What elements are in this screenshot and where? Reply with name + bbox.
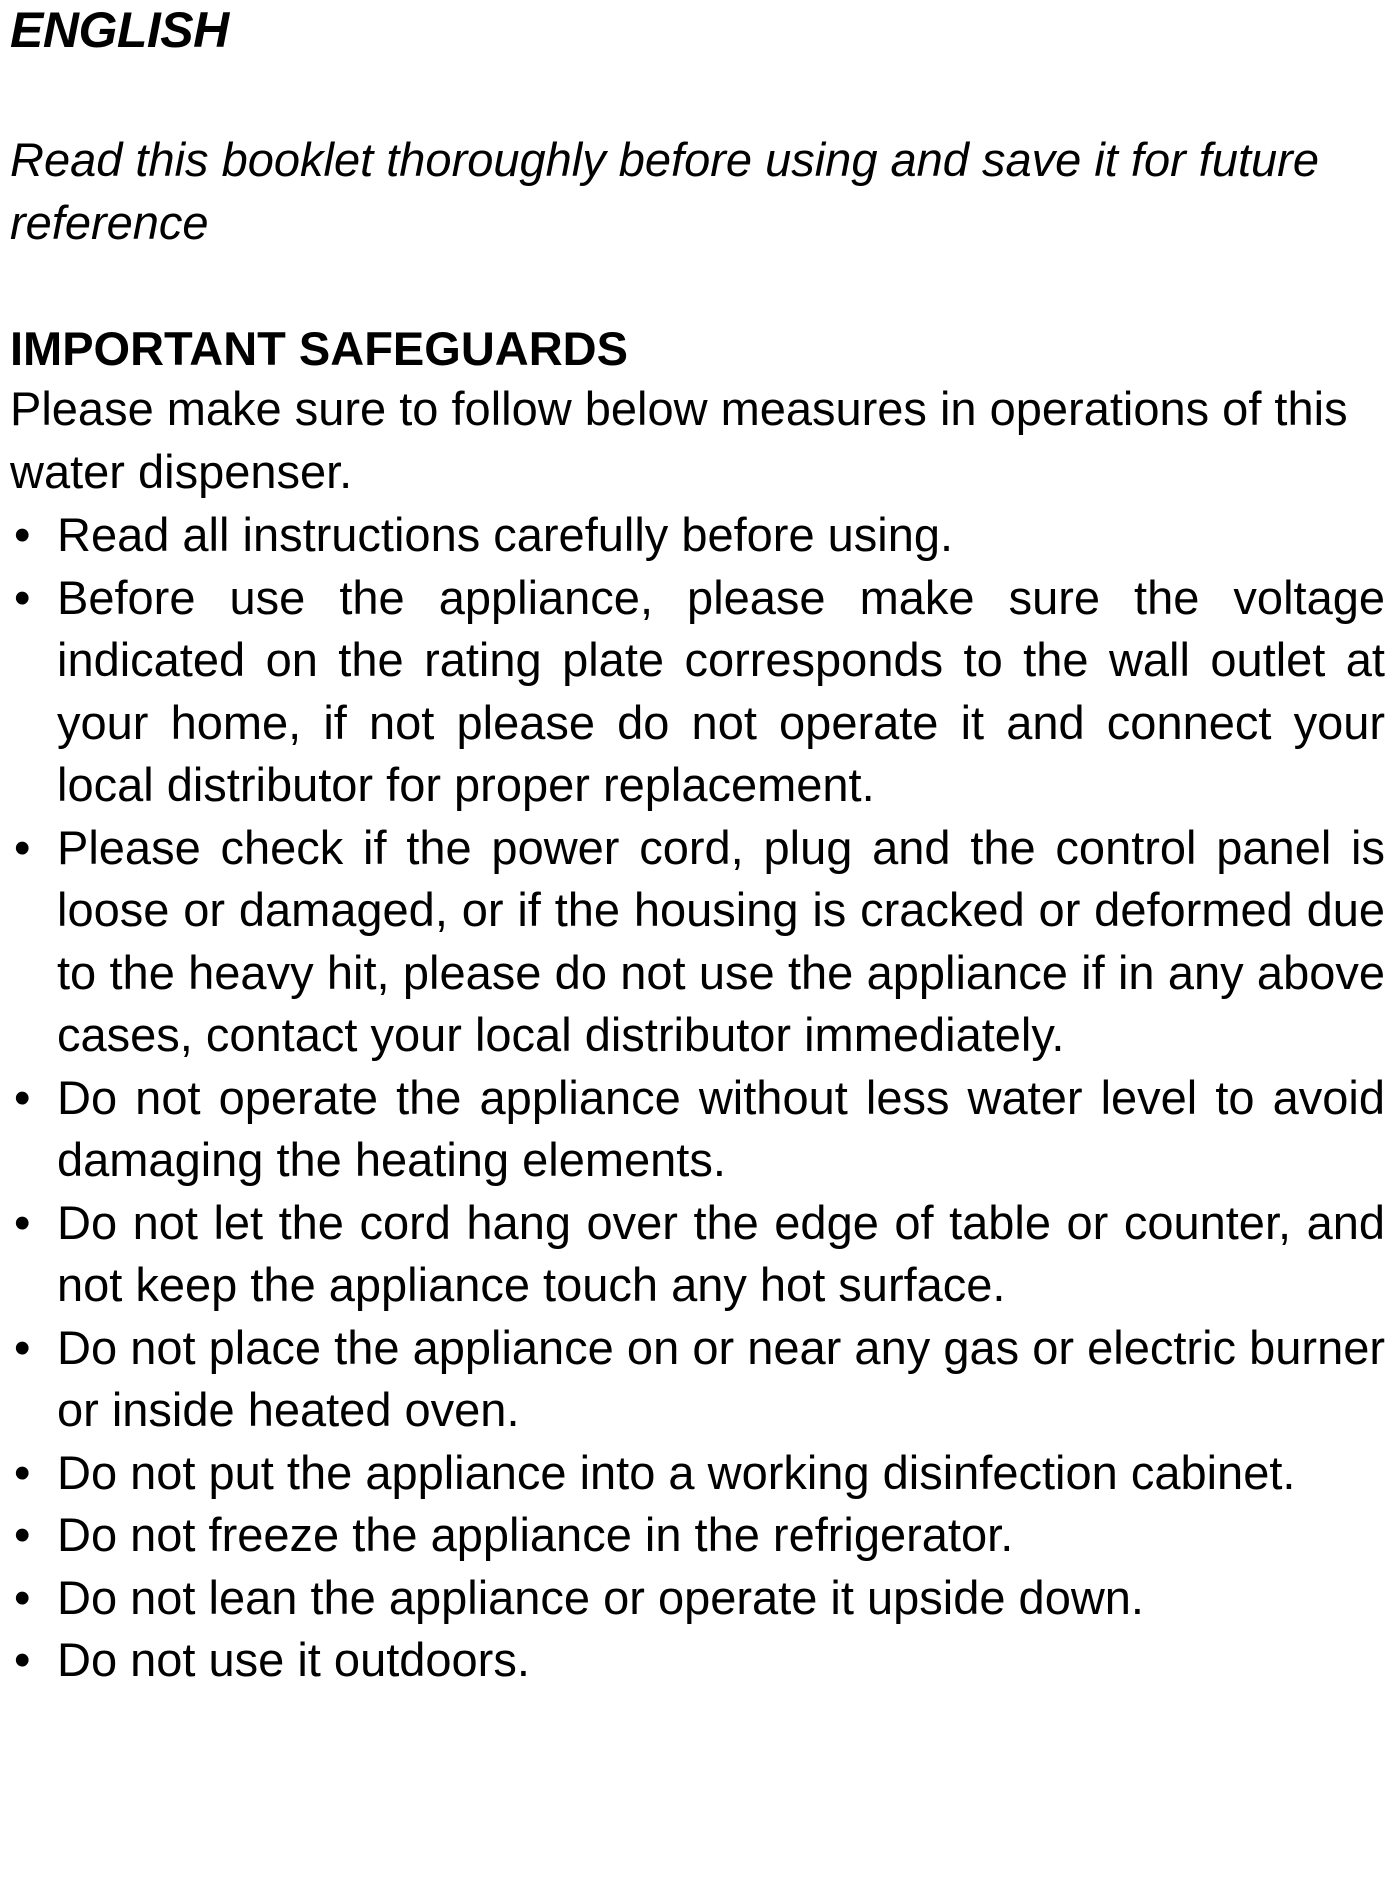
bullet-icon: • bbox=[14, 1508, 31, 1561]
bullet-icon: • bbox=[14, 1445, 31, 1499]
bullet-icon: • bbox=[14, 570, 31, 624]
list-item-text: Do not lean the appliance or operate it upside down. bbox=[57, 1570, 1144, 1624]
lead-paragraph: Please make sure to follow below measures in operations of this water dispenser. bbox=[10, 382, 1348, 498]
list-item bbox=[10, 1192, 1385, 1317]
list-item bbox=[10, 1629, 1385, 1692]
bullet-icon: • bbox=[14, 820, 31, 874]
list-item-text: Read all instructions carefully before using. bbox=[57, 508, 954, 561]
list-item bbox=[10, 1567, 1385, 1630]
list-item-text: Do not place the appliance on or near any gas or electric burner or inside heated oven. bbox=[57, 1320, 1385, 1436]
bullet-icon: • bbox=[14, 1633, 31, 1686]
list-item-text: Do not operate the appliance without less water level to avoid damaging the heating elements. bbox=[57, 1070, 1385, 1186]
list-item bbox=[10, 1442, 1385, 1505]
list-item-text: Before use the appliance, please make sure the voltage indicated on the rating plate corresponds to the wall outlet at your home, if not please do not operate it and connect your local distributor for proper replacement. bbox=[57, 570, 1385, 811]
list-item bbox=[10, 1317, 1385, 1442]
list-item-text: Please check if the power cord, plug and the control panel is loose or damaged, or if the housing is cracked or deformed due to the heavy hit, please do not use the appliance if in any above cases, contact your local distributor immediately. bbox=[57, 820, 1385, 1061]
section-heading: IMPORTANT SAFEGUARDS bbox=[10, 322, 628, 375]
safeguards-list bbox=[10, 504, 1385, 1692]
bullet-icon: • bbox=[14, 1070, 31, 1124]
list-item bbox=[10, 817, 1385, 1067]
bullet-icon: • bbox=[14, 508, 31, 561]
bullet-icon: • bbox=[14, 1570, 31, 1624]
list-item-text: Do not put the appliance into a working disinfection cabinet. bbox=[57, 1445, 1296, 1499]
list-item bbox=[10, 1504, 1385, 1567]
list-item bbox=[10, 1067, 1385, 1192]
list-item-text: Do not freeze the appliance in the refrigerator. bbox=[57, 1508, 1014, 1561]
bullet-icon: • bbox=[14, 1195, 31, 1249]
bullet-icon: • bbox=[14, 1320, 31, 1374]
language-label: ENGLISH bbox=[10, 2, 229, 58]
list-item bbox=[10, 567, 1385, 817]
list-item-text: Do not let the cord hang over the edge of table or counter, and not keep the appliance touch any hot surface. bbox=[57, 1195, 1385, 1311]
intro-text: Read this booklet thoroughly before using and save it for future reference bbox=[10, 133, 1319, 249]
list-item bbox=[10, 504, 1385, 567]
list-item-text: Do not use it outdoors. bbox=[57, 1633, 530, 1686]
